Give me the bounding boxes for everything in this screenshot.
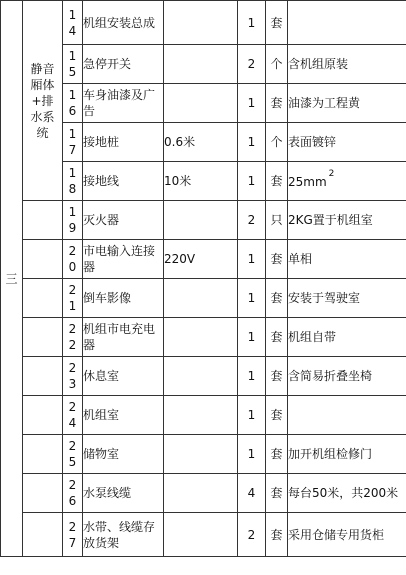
row-number-digit: 1	[68, 299, 77, 313]
item-remark-cell	[288, 357, 406, 396]
item-spec: 220V	[164, 240, 238, 279]
item-name: 倒车影像	[83, 279, 164, 318]
table-body	[1, 1, 406, 557]
row-number-digit: 6	[68, 104, 77, 118]
item-remark: 油漆为工程黄	[288, 96, 361, 110]
group-empty-cell	[23, 318, 63, 357]
item-remark: 机组自带	[288, 330, 337, 344]
group-empty-cell	[23, 396, 63, 435]
row-number-digit: 6	[68, 494, 77, 508]
item-remark: 每台50米，共200米	[288, 486, 399, 500]
item-name: 储物室	[83, 435, 164, 474]
item-spec	[164, 435, 238, 474]
item-name: 市电输入连接器	[83, 240, 164, 279]
item-quantity: 2	[238, 201, 266, 240]
row-number-digit: 2	[68, 283, 77, 297]
group-name-cell	[23, 1, 63, 201]
item-quantity: 2	[238, 45, 266, 84]
item-spec	[164, 513, 238, 557]
row-number-cell	[63, 357, 83, 396]
row-number-digit: 2	[68, 400, 77, 414]
item-name: 灭火器	[83, 201, 164, 240]
item-quantity: 4	[238, 474, 266, 513]
table-row	[1, 279, 406, 318]
table-row	[1, 1, 406, 45]
row-number-cell	[63, 162, 83, 201]
group-empty-cell	[23, 201, 63, 240]
row-number-cell	[63, 513, 83, 557]
item-quantity: 1	[238, 279, 266, 318]
item-unit: 套	[266, 84, 288, 123]
item-remark: 安装于驾驶室	[288, 291, 361, 305]
row-number-digit: 8	[68, 182, 77, 196]
item-remark-cell	[288, 435, 406, 474]
group-name-line: 水系	[30, 109, 55, 124]
item-remark: 含简易折叠坐椅	[288, 369, 373, 383]
item-spec: 10米	[164, 162, 238, 201]
item-remark: 25mm	[288, 175, 327, 189]
table-row	[1, 513, 406, 557]
row-number-digit: 4	[68, 416, 77, 430]
table-row	[1, 357, 406, 396]
item-unit: 个	[266, 123, 288, 162]
item-quantity: 1	[238, 1, 266, 45]
row-number-digit: 2	[68, 361, 77, 375]
row-number-digit: 1	[68, 7, 77, 22]
item-remark-cell	[288, 240, 406, 279]
row-number-digit: 7	[68, 143, 77, 157]
item-spec	[164, 45, 238, 84]
item-quantity: 1	[238, 318, 266, 357]
item-remark: 2KG置于机组室	[288, 213, 373, 227]
item-remark-cell	[288, 318, 406, 357]
item-spec	[164, 474, 238, 513]
item-unit: 套	[266, 474, 288, 513]
item-spec	[164, 357, 238, 396]
item-spec	[164, 1, 238, 45]
group-empty-cell	[23, 240, 63, 279]
item-unit: 套	[266, 357, 288, 396]
row-number-digit: 1	[68, 166, 77, 180]
item-remark-superscript: 2	[328, 169, 335, 179]
item-unit: 套	[266, 435, 288, 474]
group-name-line: 静音	[30, 61, 55, 76]
table-row	[1, 318, 406, 357]
item-remark-cell	[288, 162, 406, 201]
item-name: 机组安装总成	[83, 1, 164, 45]
item-unit: 套	[266, 162, 288, 201]
item-quantity: 1	[238, 396, 266, 435]
row-number-cell	[63, 396, 83, 435]
group-name-line: 统	[36, 125, 49, 140]
item-unit: 套	[266, 1, 288, 45]
row-number-digit: 7	[68, 535, 77, 550]
item-name: 机组市电充电器	[83, 318, 164, 357]
row-number-digit: 2	[68, 338, 77, 352]
item-unit: 个	[266, 45, 288, 84]
item-unit: 套	[266, 279, 288, 318]
item-name: 车身油漆及广告	[83, 84, 164, 123]
section-number-cell	[1, 1, 23, 557]
item-remark-cell	[288, 201, 406, 240]
item-name: 机组室	[83, 396, 164, 435]
item-quantity: 1	[238, 240, 266, 279]
item-remark: 采用仓储专用货柜	[288, 527, 385, 542]
item-name: 水带、线缆存放货架	[83, 513, 164, 557]
table-row	[1, 396, 406, 435]
item-spec	[164, 318, 238, 357]
row-number-cell	[63, 435, 83, 474]
item-unit: 套	[266, 240, 288, 279]
item-name: 急停开关	[83, 45, 164, 84]
row-number-digit: 2	[68, 519, 77, 534]
group-empty-cell	[23, 435, 63, 474]
row-number-digit: 2	[68, 244, 77, 258]
item-remark-cell	[288, 123, 406, 162]
row-number-digit: 1	[68, 127, 77, 141]
item-remark-cell	[288, 513, 406, 557]
group-name-line: 厢体	[30, 77, 55, 92]
item-quantity: 1	[238, 123, 266, 162]
item-name: 接地桩	[83, 123, 164, 162]
item-remark-cell	[288, 474, 406, 513]
item-quantity: 2	[238, 513, 266, 557]
row-number-digit: 0	[68, 260, 77, 274]
item-spec	[164, 396, 238, 435]
item-remark-cell	[288, 1, 406, 45]
row-number-digit: 1	[68, 205, 77, 219]
row-number-digit: 1	[68, 88, 77, 102]
row-number-digit: 9	[68, 221, 77, 235]
group-empty-cell	[23, 357, 63, 396]
item-unit: 套	[266, 513, 288, 557]
item-remark: 表面镀锌	[288, 135, 337, 149]
row-number-cell	[63, 318, 83, 357]
row-number-digit: 3	[68, 377, 77, 391]
item-name: 接地线	[83, 162, 164, 201]
row-number-cell	[63, 240, 83, 279]
item-quantity: 1	[238, 357, 266, 396]
item-name: 水泵线缆	[83, 474, 164, 513]
table-row	[1, 201, 406, 240]
item-name: 休息室	[83, 357, 164, 396]
item-remark-cell	[288, 279, 406, 318]
group-empty-cell	[23, 279, 63, 318]
item-quantity: 1	[238, 162, 266, 201]
item-quantity: 1	[238, 435, 266, 474]
row-number-cell	[63, 45, 83, 84]
row-number-digit: 5	[68, 455, 77, 469]
item-remark: 单相	[288, 252, 313, 266]
row-number-digit: 4	[68, 23, 77, 38]
item-remark: 含机组原装	[288, 57, 349, 71]
row-number-digit: 2	[68, 478, 77, 492]
group-empty-cell	[23, 474, 63, 513]
row-number-cell	[63, 474, 83, 513]
table-row	[1, 240, 406, 279]
group-empty-cell	[23, 513, 63, 557]
group-name-line: +排	[31, 93, 54, 108]
row-number-cell	[63, 1, 83, 45]
row-number-cell	[63, 279, 83, 318]
table-row	[1, 435, 406, 474]
item-remark: 加开机组检修门	[288, 447, 373, 461]
table-row	[1, 474, 406, 513]
item-quantity: 1	[238, 84, 266, 123]
row-number-cell	[63, 84, 83, 123]
row-number-digit: 2	[68, 322, 77, 336]
row-number-digit: 1	[68, 49, 77, 63]
item-unit: 套	[266, 396, 288, 435]
item-spec	[164, 279, 238, 318]
item-spec	[164, 84, 238, 123]
item-spec: 0.6米	[164, 123, 238, 162]
item-remark-cell	[288, 84, 406, 123]
item-spec	[164, 201, 238, 240]
row-number-digit: 5	[68, 65, 77, 79]
item-remark-cell	[288, 396, 406, 435]
row-number-digit: 2	[68, 439, 77, 453]
item-unit: 只	[266, 201, 288, 240]
row-number-cell	[63, 123, 83, 162]
row-number-cell	[63, 201, 83, 240]
item-remark-cell	[288, 45, 406, 84]
item-unit: 套	[266, 318, 288, 357]
section-number: 三	[5, 271, 18, 286]
